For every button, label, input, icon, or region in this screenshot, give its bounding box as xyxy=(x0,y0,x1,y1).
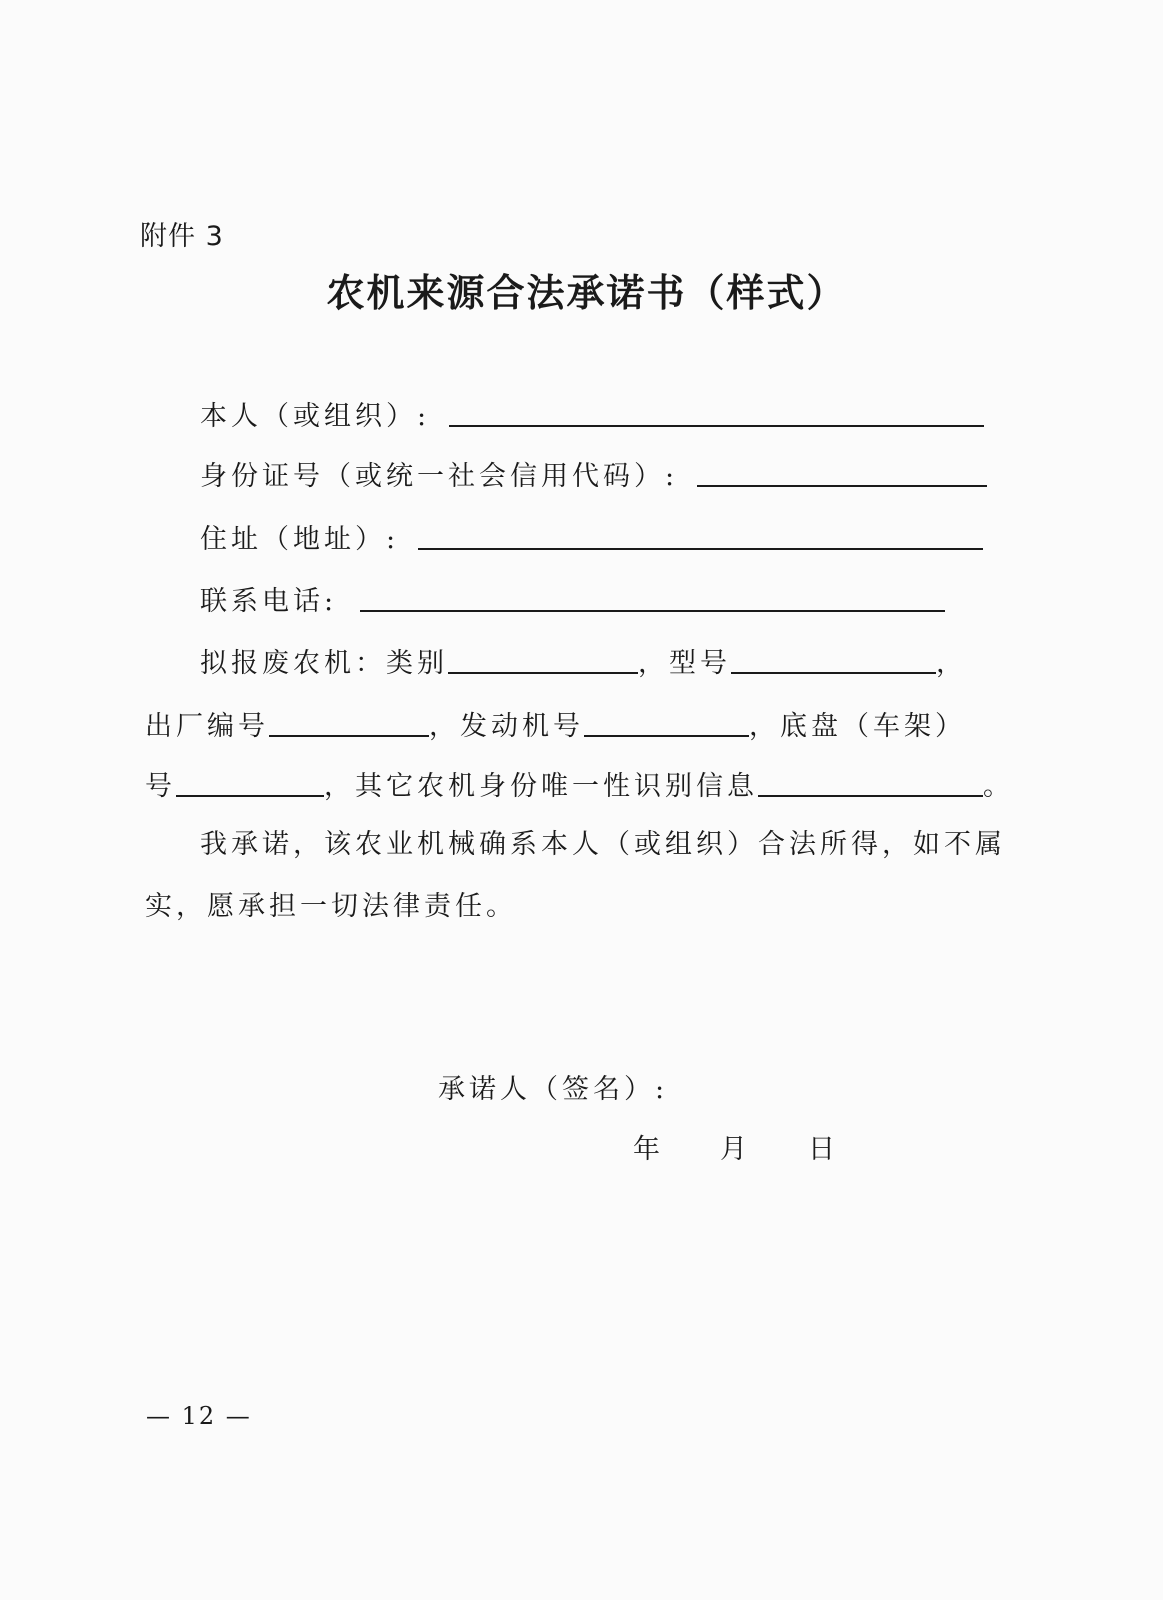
model-label: ，型号 xyxy=(638,648,731,679)
document-title: 农机来源合法承诺书（样式） xyxy=(326,271,847,315)
phone-field[interactable] xyxy=(360,580,945,612)
model-field[interactable] xyxy=(731,642,936,674)
chassis-end: 号 xyxy=(145,771,176,802)
address-line xyxy=(200,518,983,558)
person-field[interactable] xyxy=(449,395,984,427)
factory-label: 出厂编号 xyxy=(145,711,269,742)
address-label: 住址（地址）: xyxy=(200,524,400,555)
factory-number-field[interactable] xyxy=(269,705,429,737)
address-field[interactable] xyxy=(418,518,983,550)
phone-line xyxy=(200,580,945,620)
other-info-field[interactable] xyxy=(758,765,983,797)
other-line xyxy=(145,765,1014,805)
person-line xyxy=(200,395,984,435)
category-field[interactable] xyxy=(448,642,638,674)
page-number: — 12 — xyxy=(146,1402,252,1430)
date-year: 年 xyxy=(633,1134,664,1165)
id-field[interactable] xyxy=(697,455,987,487)
scrap-category-label: 拟报废农机：类别 xyxy=(200,648,448,679)
engine-number-field[interactable] xyxy=(584,705,749,737)
id-line xyxy=(200,455,987,495)
attachment-label: 附件 3 xyxy=(140,221,224,252)
factory-line xyxy=(145,705,966,745)
id-label: 身份证号（或统一社会信用代码）: xyxy=(200,461,679,492)
scrap-line xyxy=(200,642,967,682)
phone-label: 联系电话: xyxy=(200,586,338,617)
chassis-label: ，底盘（车架） xyxy=(749,711,966,742)
engine-label: ，发动机号 xyxy=(429,711,584,742)
other-label: ，其它农机身份唯一性识别信息 xyxy=(324,771,758,802)
chassis-number-field[interactable] xyxy=(176,765,324,797)
person-label: 本人（或组织）: xyxy=(200,401,431,432)
other-end: 。 xyxy=(983,771,1014,802)
date-month: 月 xyxy=(720,1134,751,1165)
date-day: 日 xyxy=(808,1134,839,1165)
pledge-line-2: 实，愿承担一切法律责任。 xyxy=(145,891,517,922)
pledge-line-1: 我承诺，该农业机械确系本人（或组织）合法所得，如不属 xyxy=(200,829,1006,860)
model-end: ， xyxy=(936,648,967,679)
signer-label: 承诺人（签名）: xyxy=(438,1074,669,1105)
